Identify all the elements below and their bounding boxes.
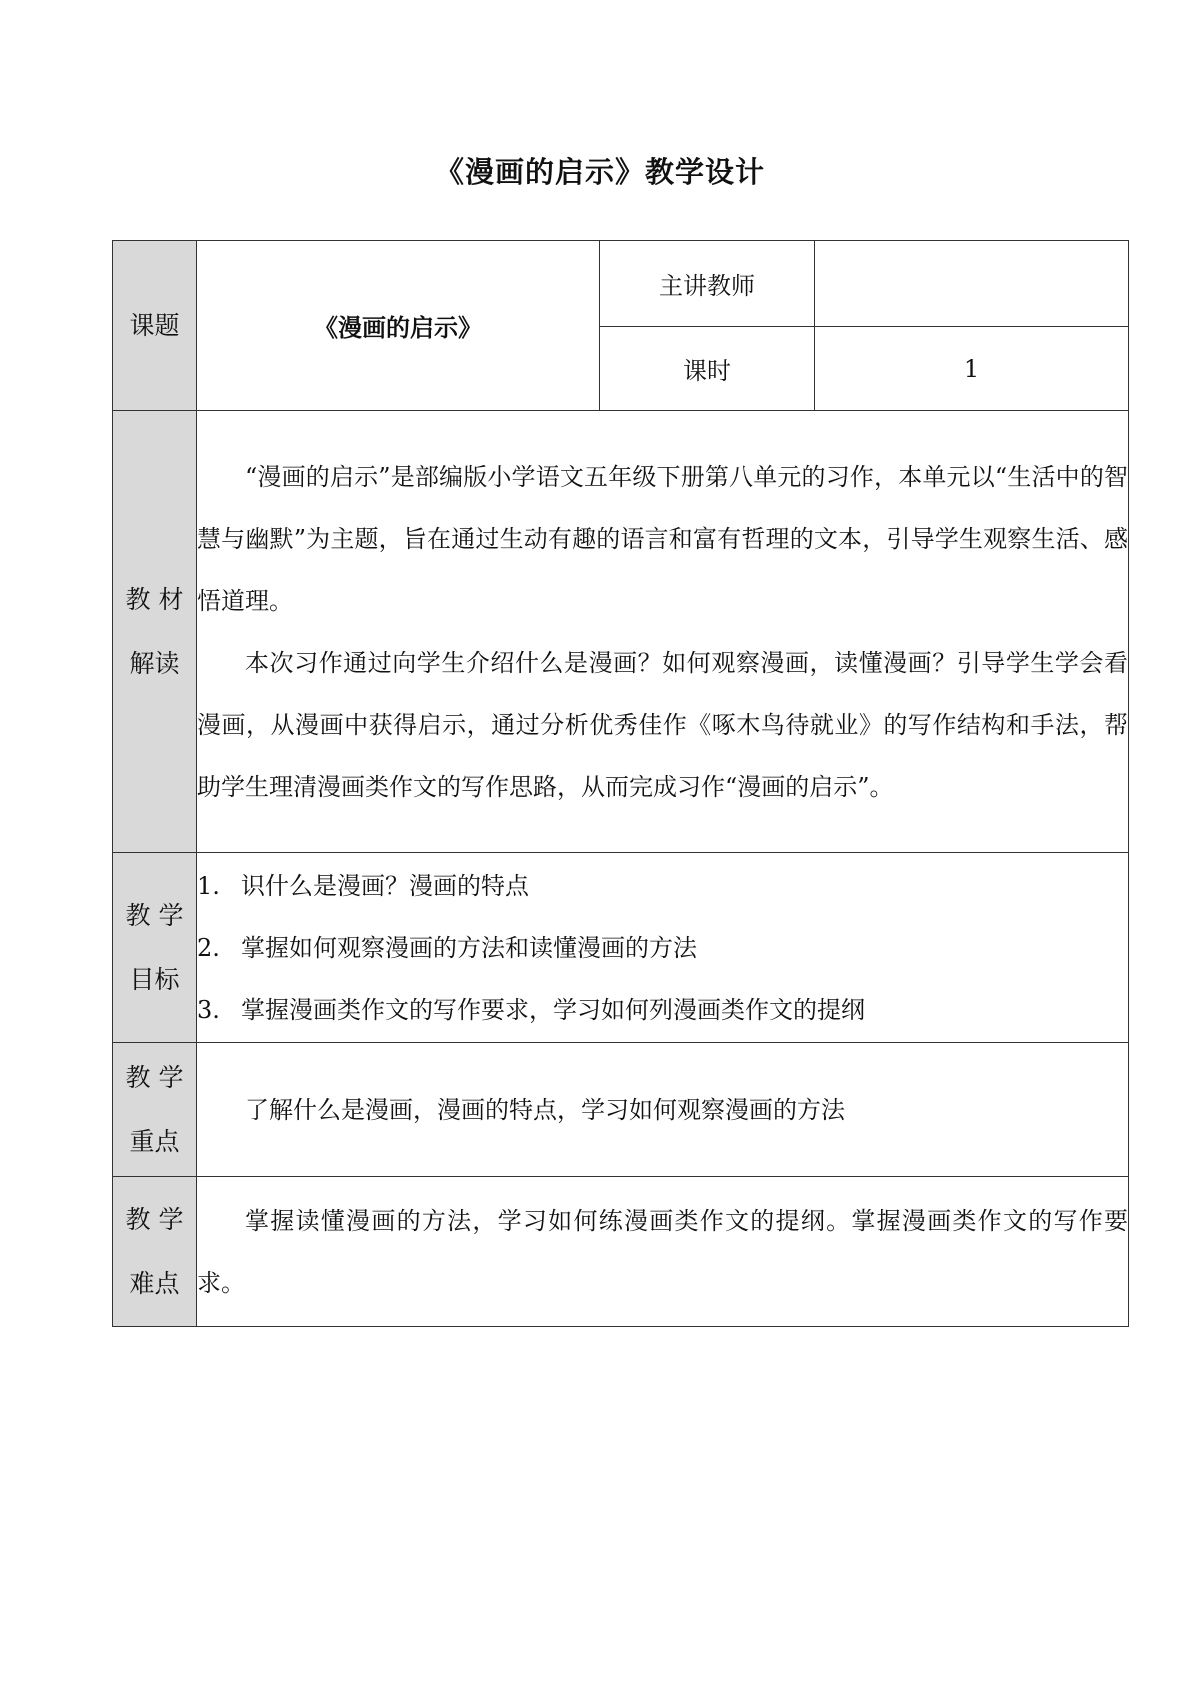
material-paragraph-2: 本次习作通过向学生介绍什么是漫画？如何观察漫画，读懂漫画？引导学生学会看漫画，从漫画中获得启示，通过分析优秀佳作《啄木鸟待就业》的写作结构和手法，帮助学生理清漫画类作文的写作思路，从而完成习作“漫画的启示”。 [197,648,1128,801]
goal-item [197,917,1128,979]
difficulties-content [197,1177,1129,1327]
goal-text: 掌握漫画类作文的写作要求，学习如何列漫画类作文的提纲 [241,995,865,1024]
key-points-label-line1: 教 学 [125,1062,184,1092]
goals-label-cell [113,853,197,1043]
topic-row-upper [113,241,1129,327]
document-title: 《漫画的启示》教学设计 [434,155,765,189]
goals-row [113,853,1129,1043]
goal-text: 掌握如何观察漫画的方法和读懂漫画的方法 [241,933,697,962]
goal-text: 识什么是漫画？漫画的特点 [241,871,529,900]
difficulties-label-line1: 教 学 [125,1204,184,1234]
key-points-label-cell [113,1043,197,1177]
material-row [113,411,1129,853]
topic-label-cell [113,241,197,411]
material-paragraph-1: “漫画的启示”是部编版小学语文五年级下册第八单元的习作，本单元以“生活中的智慧与幽默”为主题，旨在通过生动有趣的语言和富有哲理的文本，引导学生观察生活、感悟道理。 [197,462,1128,615]
key-points-row [113,1043,1129,1177]
goal-item [197,855,1128,917]
material-label-line2: 解读 [129,648,180,678]
topic-value: 《漫画的启示》 [197,241,600,411]
difficulties-row [113,1177,1129,1327]
difficulties-label-cell [113,1177,197,1327]
difficulties-text: 掌握读懂漫画的方法，学习如何练漫画类作文的提纲。掌握漫画类作文的写作要求。 [197,1206,1128,1297]
key-points-content [197,1043,1129,1177]
goal-number: 3. [197,995,220,1024]
teacher-label: 主讲教师 [600,241,815,327]
material-label-line1: 教 材 [125,584,184,614]
goal-number: 1. [197,871,220,900]
goals-label-line2: 目标 [129,964,180,994]
material-label-cell [113,411,197,853]
hours-label: 课时 [600,327,815,411]
goal-number: 2. [197,933,220,962]
goal-item [197,979,1128,1041]
hours-value: 1 [815,327,1129,411]
key-points-label-line2: 重点 [129,1126,180,1156]
difficulties-label-line2: 难点 [129,1268,180,1298]
material-content [197,411,1129,853]
topic-label: 课题 [129,310,180,340]
goals-label-line1: 教 学 [125,900,184,930]
lesson-plan-table [112,240,1129,1327]
teacher-value [815,241,1129,327]
key-points-text: 了解什么是漫画，漫画的特点，学习如何观察漫画的方法 [245,1095,845,1124]
goals-content [197,853,1129,1043]
